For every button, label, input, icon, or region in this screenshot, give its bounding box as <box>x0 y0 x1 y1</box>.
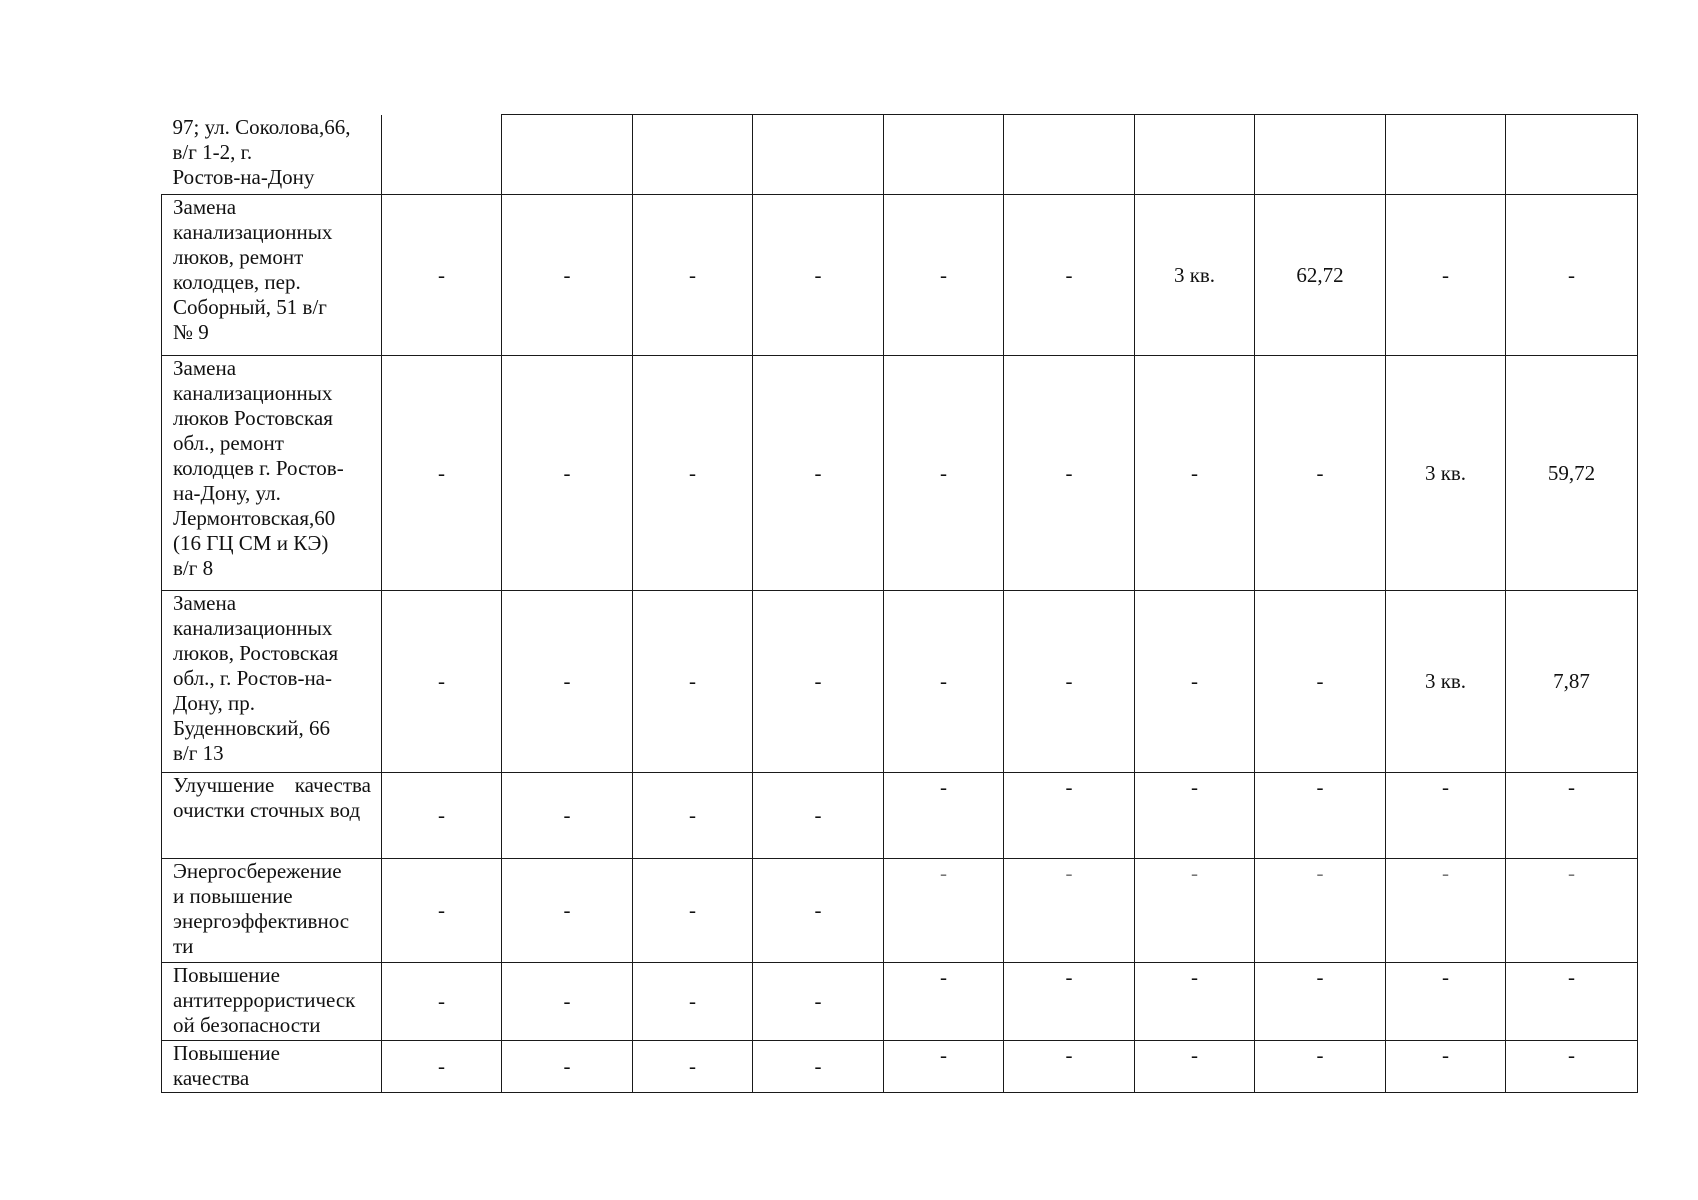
table-cell <box>1004 115 1135 195</box>
table-cell: - <box>1135 1041 1255 1093</box>
table-cell: - <box>1255 963 1386 1041</box>
table-cell: - <box>1506 859 1638 963</box>
table-cell: - <box>1386 195 1506 356</box>
table-cell: - <box>753 356 884 591</box>
table-cell: - <box>502 195 633 356</box>
table-cell <box>1255 115 1386 195</box>
table-cell: - <box>1255 859 1386 963</box>
table-cell <box>633 115 753 195</box>
table-cell: - <box>382 591 502 773</box>
table-cell: - <box>633 859 753 963</box>
table-cell: - <box>502 859 633 963</box>
table-cell: - <box>753 1041 884 1093</box>
row-description: Повышение качества <box>162 1041 382 1093</box>
table-cell: - <box>1135 356 1255 591</box>
table-cell: - <box>633 591 753 773</box>
table-cell <box>884 115 1004 195</box>
table-row <box>162 115 1638 195</box>
table-cell: - <box>1386 963 1506 1041</box>
table-row <box>162 591 1638 773</box>
table-cell: - <box>753 773 884 859</box>
table-cell: - <box>753 591 884 773</box>
table-cell: - <box>502 356 633 591</box>
table-cell: - <box>633 195 753 356</box>
table-cell: - <box>884 195 1004 356</box>
table-cell: - <box>502 591 633 773</box>
row-description: Замена канализационных люков, ремонт колодцев, пер. Соборный, 51 в/г № 9 <box>162 195 382 356</box>
table-cell: - <box>1004 591 1135 773</box>
table-cell: - <box>1506 773 1638 859</box>
table-cell: - <box>1386 773 1506 859</box>
table-row <box>162 963 1638 1041</box>
row-description: Улучшение качества очистки сточных вод <box>162 773 382 859</box>
table-cell: 3 кв. <box>1135 195 1255 356</box>
table-cell <box>1506 115 1638 195</box>
table-cell: 3 кв. <box>1386 356 1506 591</box>
table-cell: - <box>1004 1041 1135 1093</box>
table-cell <box>1135 115 1255 195</box>
table-row <box>162 773 1638 859</box>
table-cell: - <box>884 591 1004 773</box>
table-cell: - <box>382 1041 502 1093</box>
row-description: 97; ул. Соколова,66, в/г 1-2, г. Ростов-на-Дону <box>162 115 382 195</box>
table-cell: - <box>382 195 502 356</box>
table-cell: - <box>633 773 753 859</box>
table-cell: 62,72 <box>1255 195 1386 356</box>
table-cell <box>753 115 884 195</box>
table-cell <box>1386 115 1506 195</box>
row-description: Повышение антитеррористическ ой безопасности <box>162 963 382 1041</box>
table-cell: - <box>1135 963 1255 1041</box>
table-row <box>162 859 1638 963</box>
table-cell: - <box>502 963 633 1041</box>
table-cell: 59,72 <box>1506 356 1638 591</box>
table-cell: - <box>382 356 502 591</box>
table-cell: - <box>753 963 884 1041</box>
table-cell: - <box>1255 1041 1386 1093</box>
table-cell: - <box>1004 859 1135 963</box>
table-cell: - <box>753 859 884 963</box>
table-cell: - <box>1004 773 1135 859</box>
table-cell: - <box>1506 1041 1638 1093</box>
row-description: Энергосбережение и повышение энергоэффективнос ти <box>162 859 382 963</box>
table-cell: - <box>382 963 502 1041</box>
table-cell: - <box>1135 591 1255 773</box>
table-cell: - <box>1386 859 1506 963</box>
table-cell <box>502 115 633 195</box>
table-row <box>162 195 1638 356</box>
table-row <box>162 356 1638 591</box>
table-row <box>162 1041 1638 1093</box>
works-table <box>161 114 1638 1093</box>
table-cell: - <box>382 773 502 859</box>
table-cell: - <box>1004 356 1135 591</box>
row-description: Замена канализационных люков, Ростовская обл., г. Ростов-на- Дону, пр. Буденновский, 66 в/г 13 <box>162 591 382 773</box>
table-cell: - <box>884 1041 1004 1093</box>
table-cell <box>382 115 502 195</box>
table-cell: - <box>884 963 1004 1041</box>
table-cell: - <box>1004 195 1135 356</box>
table-cell: - <box>1135 773 1255 859</box>
table-cell: 3 кв. <box>1386 591 1506 773</box>
table-cell: 7,87 <box>1506 591 1638 773</box>
table-cell: - <box>502 773 633 859</box>
table-cell: - <box>1255 356 1386 591</box>
table-cell: - <box>633 356 753 591</box>
table-cell: - <box>884 356 1004 591</box>
table-cell: - <box>1004 963 1135 1041</box>
table-cell: - <box>633 1041 753 1093</box>
table-cell: - <box>884 859 1004 963</box>
table-cell: - <box>753 195 884 356</box>
table-cell: - <box>1255 773 1386 859</box>
table-cell: - <box>1506 195 1638 356</box>
table-cell: - <box>1255 591 1386 773</box>
table-cell: - <box>633 963 753 1041</box>
table-cell: - <box>1135 859 1255 963</box>
row-description: Замена канализационных люков Ростовская обл., ремонт колодцев г. Ростов- на-Дону, ул. Лермонтовская,60 (16 ГЦ СМ и КЭ) в/г 8 <box>162 356 382 591</box>
table-cell: - <box>382 859 502 963</box>
table-cell: - <box>1386 1041 1506 1093</box>
table-cell: - <box>502 1041 633 1093</box>
table-cell: - <box>884 773 1004 859</box>
table-cell: - <box>1506 963 1638 1041</box>
